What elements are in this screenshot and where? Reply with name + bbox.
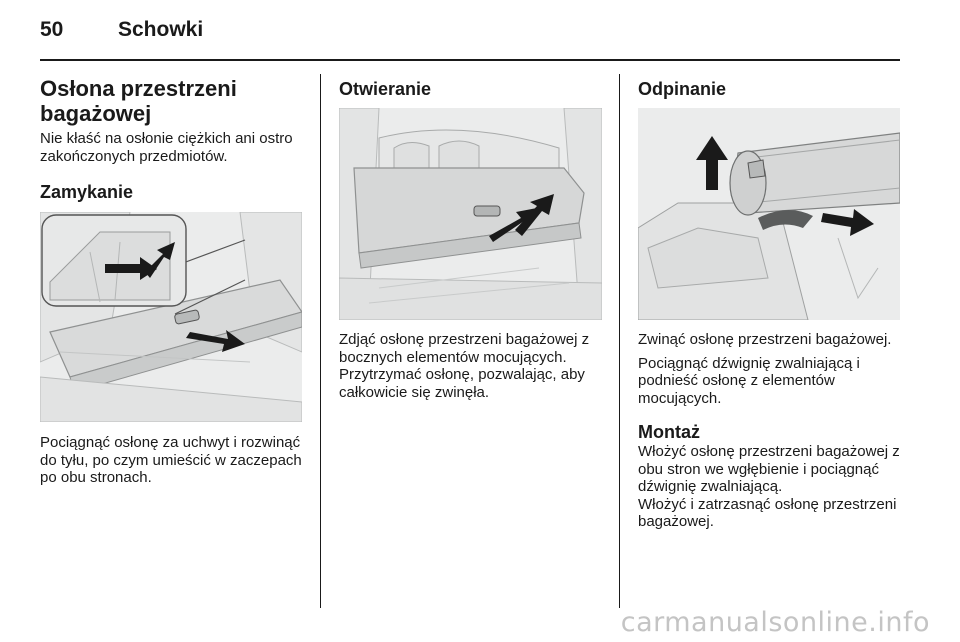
closing-illustration — [40, 212, 302, 422]
opening-text-block — [339, 331, 604, 401]
detaching-text-block — [638, 331, 900, 531]
mounting-heading: Montaż — [638, 422, 700, 442]
watermark: carmanualsonline.info — [620, 607, 930, 638]
detaching-heading: Odpinanie — [638, 79, 727, 99]
detaching-text-1: Zwinąć osłonę przestrzeni bagażowej. — [638, 331, 892, 348]
opening-heading: Otwieranie — [339, 79, 432, 99]
page-number: 50 — [40, 18, 64, 41]
column-closing — [40, 74, 302, 203]
detaching-text-2: Pociągnąć dźwignię zwalniającą i podnieść osłonę z elementów mocujących. — [638, 354, 860, 407]
opening-text: Zdjąć osłonę przestrzeni bagażowej z bocznych elementów mocujących. Przytrzymać osłonę, pozwalając, aby całkowicie się zwinęła. — [339, 331, 590, 401]
column-divider — [320, 74, 321, 608]
closing-text: Pociągnąć osłonę za uchwyt i rozwinąć do tyłu, po czym umieścić w zaczepach po obu stronach. — [40, 434, 302, 486]
detaching-illustration — [638, 108, 900, 320]
column-opening — [339, 74, 604, 100]
opening-illustration — [339, 108, 602, 320]
page-header — [40, 18, 203, 48]
column-divider — [619, 74, 620, 608]
header-rule — [40, 59, 900, 61]
article-title: Osłona przestrzeni bagażowej — [40, 76, 237, 126]
closing-heading: Zamykanie — [40, 182, 134, 202]
mounting-text-2: Włożyć i zatrzasnąć osłonę przestrzeni bagażowej. — [638, 495, 897, 530]
mounting-text-1: Włożyć osłonę przestrzeni bagażowej z obu stron we wgłębienie i pociągnąć dźwignię zwalniającą. — [638, 443, 900, 495]
column-detaching — [638, 74, 900, 100]
warning-text: Nie kłaść na osłonie ciężkich ani ostro zakończonych przedmiotów. — [40, 130, 293, 165]
closing-text-block — [40, 434, 302, 487]
section-title: Schowki — [118, 18, 204, 41]
